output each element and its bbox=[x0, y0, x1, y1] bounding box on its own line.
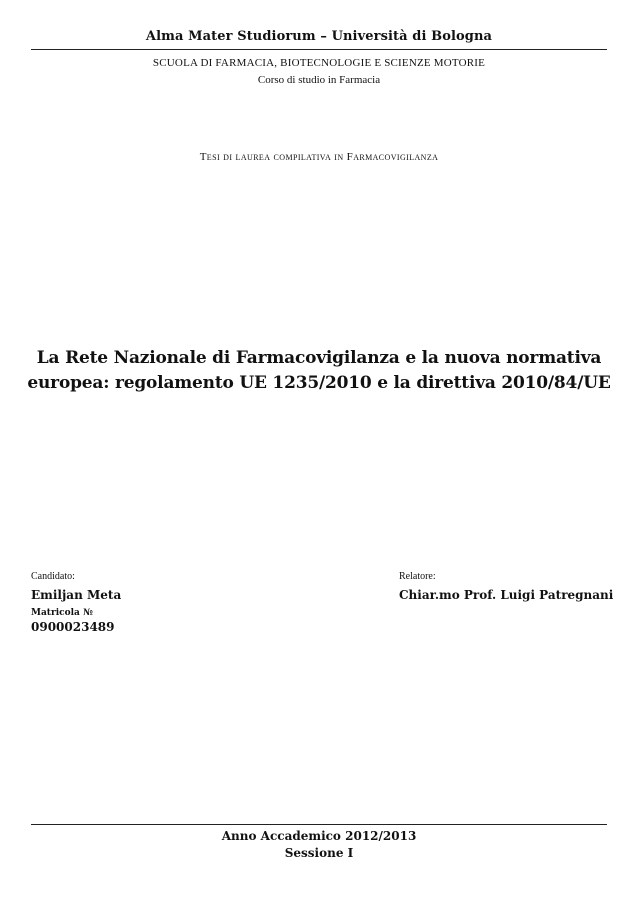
thesis-type: Tesi di laurea compilativa in Farmacovigilanza bbox=[199, 151, 439, 163]
academic-year: Anno Accademico 2012/2013 bbox=[221, 829, 417, 843]
candidate-label: Candidato: bbox=[31, 571, 75, 582]
school-name: SCUOLA DI FARMACIA, BIOTECNOLOGIE E SCIENZE MOTORIE bbox=[152, 57, 486, 69]
thesis-title-line-2: europea: regolamento UE 1235/2010 e la direttiva 2010/84/UE bbox=[27, 373, 611, 393]
advisor-name: Chiar.mo Prof. Luigi Patregnani bbox=[399, 588, 614, 602]
candidate-name: Emiljan Meta bbox=[31, 588, 122, 602]
thesis-title-line-1: La Rete Nazionale di Farmacovigilanza e la nuova normativa bbox=[36, 348, 602, 368]
session: Sessione I bbox=[284, 846, 354, 860]
matricola-label: Matricola № bbox=[31, 608, 93, 618]
course-name: Corso di studio in Farmacia bbox=[257, 74, 381, 86]
header-rule bbox=[31, 49, 607, 50]
thesis-title bbox=[22, 346, 616, 396]
matricola-value: 0900023489 bbox=[31, 620, 115, 634]
university-name: Alma Mater Studiorum – Università di Bologna bbox=[145, 29, 493, 44]
footer-rule bbox=[31, 824, 607, 825]
advisor-label: Relatore: bbox=[399, 571, 436, 582]
